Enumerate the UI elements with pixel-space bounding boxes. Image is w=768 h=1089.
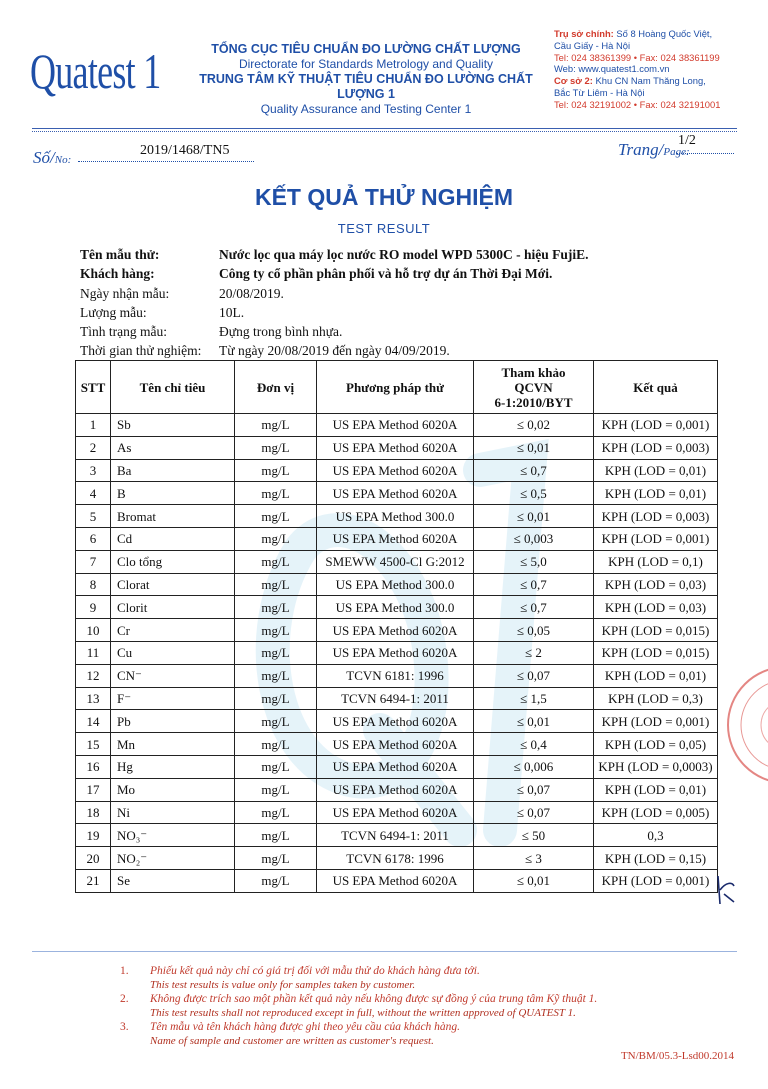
cell-unit: mg/L bbox=[235, 801, 317, 824]
quatest-logo: Quatest 1 bbox=[30, 43, 161, 99]
cell-result: KPH (LOD = 0,05) bbox=[594, 733, 718, 756]
quantity-label: Lượng mẫu: bbox=[80, 305, 147, 320]
cell-stt: 12 bbox=[76, 664, 111, 687]
cell-method: US EPA Method 6020A bbox=[317, 482, 474, 505]
cell-reference-limit: ≤ 0,07 bbox=[474, 801, 594, 824]
cell-reference-limit: ≤ 0,01 bbox=[474, 436, 594, 459]
cell-method: US EPA Method 6020A bbox=[317, 527, 474, 550]
org-name-vi: TỔNG CỤC TIÊU CHUẨN ĐO LƯỜNG CHẤT LƯỢNG bbox=[211, 42, 521, 56]
table-row bbox=[76, 459, 718, 482]
hq-address-2: Cầu Giấy - Hà Nội bbox=[554, 39, 631, 51]
cell-method: US EPA Method 6020A bbox=[317, 755, 474, 778]
cell-result: KPH (LOD = 0,001) bbox=[594, 869, 718, 892]
cell-reference-limit: ≤ 0,01 bbox=[474, 869, 594, 892]
cell-result: KPH (LOD = 0,015) bbox=[594, 641, 718, 664]
cell-stt: 14 bbox=[76, 710, 111, 733]
cell-result: KPH (LOD = 0,001) bbox=[594, 527, 718, 550]
cell-parameter: F⁻ bbox=[111, 687, 235, 710]
header-stt: STT bbox=[76, 361, 111, 414]
official-stamp bbox=[724, 660, 768, 790]
note-3: 3. Tên mẫu và tên khách hàng được ghi theo yêu cầu của khách hàng. Name of sample and customer are written as customer's request. bbox=[120, 1021, 461, 1047]
cell-method: US EPA Method 6020A bbox=[317, 710, 474, 733]
contact-block bbox=[554, 28, 768, 111]
cell-stt: 19 bbox=[76, 824, 111, 847]
cell-unit: mg/L bbox=[235, 664, 317, 687]
page-label: Trang/Page: bbox=[618, 140, 690, 159]
cell-reference-limit: ≤ 0,05 bbox=[474, 619, 594, 642]
table-row bbox=[76, 641, 718, 664]
cell-result: KPH (LOD = 0,003) bbox=[594, 505, 718, 528]
table-row bbox=[76, 573, 718, 596]
cell-unit: mg/L bbox=[235, 414, 317, 437]
cell-method: US EPA Method 6020A bbox=[317, 459, 474, 482]
table-row bbox=[76, 778, 718, 801]
cell-parameter: Mo bbox=[111, 778, 235, 801]
organization-block bbox=[180, 42, 552, 117]
header-unit: Đơn vị bbox=[235, 361, 317, 414]
note-1: 1. Phiếu kết quả này chỉ có giá trị đối với mẫu thử do khách hàng đưa tới. This test results is value only for samples taken by customer. bbox=[120, 965, 480, 991]
cell-parameter: B bbox=[111, 482, 235, 505]
cell-method: US EPA Method 300.0 bbox=[317, 596, 474, 619]
cell-reference-limit: ≤ 0,01 bbox=[474, 505, 594, 528]
cell-result: KPH (LOD = 0,01) bbox=[594, 482, 718, 505]
table-row bbox=[76, 824, 718, 847]
cell-parameter: Ni bbox=[111, 801, 235, 824]
cell-reference-limit: ≤ 0,07 bbox=[474, 778, 594, 801]
cell-result: KPH (LOD = 0,1) bbox=[594, 550, 718, 573]
condition: Đựng trong bình nhựa. bbox=[219, 324, 343, 339]
cell-unit: mg/L bbox=[235, 505, 317, 528]
table-row bbox=[76, 596, 718, 619]
form-code: TN/BM/05.3-Lsd00.2014 bbox=[620, 1050, 734, 1062]
cell-result: KPH (LOD = 0,01) bbox=[594, 664, 718, 687]
cell-method: US EPA Method 6020A bbox=[317, 801, 474, 824]
cell-stt: 13 bbox=[76, 687, 111, 710]
cell-stt: 5 bbox=[76, 505, 111, 528]
cell-stt: 10 bbox=[76, 619, 111, 642]
cell-method: US EPA Method 6020A bbox=[317, 436, 474, 459]
hq-phone: Tel: 024 38361399 • Fax: 024 38361199 bbox=[554, 51, 720, 63]
cell-reference-limit: ≤ 0,01 bbox=[474, 710, 594, 733]
table-row bbox=[76, 664, 718, 687]
cell-result: KPH (LOD = 0,01) bbox=[594, 778, 718, 801]
org-name-en: Directorate for Standards Metrology and Quality bbox=[238, 57, 494, 71]
signature-mark bbox=[714, 872, 738, 908]
header-divider-dotted bbox=[32, 131, 737, 132]
cell-method: US EPA Method 6020A bbox=[317, 414, 474, 437]
cell-parameter: Clorat bbox=[111, 573, 235, 596]
cell-method: TCVN 6494-1: 2011 bbox=[317, 824, 474, 847]
cell-unit: mg/L bbox=[235, 527, 317, 550]
doc-number-dots bbox=[78, 161, 254, 162]
customer: Công ty cổ phần phân phối và hỗ trợ dự án Thời Đại Mới. bbox=[219, 266, 553, 281]
cell-stt: 16 bbox=[76, 755, 111, 778]
cell-stt: 7 bbox=[76, 550, 111, 573]
table-row bbox=[76, 869, 718, 892]
cell-unit: mg/L bbox=[235, 573, 317, 596]
notes-block bbox=[120, 964, 740, 1048]
cell-method: US EPA Method 300.0 bbox=[317, 573, 474, 596]
cell-parameter: Mn bbox=[111, 733, 235, 756]
cell-parameter: Cr bbox=[111, 619, 235, 642]
cell-parameter: Sb bbox=[111, 414, 235, 437]
cell-parameter: NO₂⁻ bbox=[111, 847, 235, 870]
cell-reference-limit: ≤ 0,5 bbox=[474, 482, 594, 505]
cell-stt: 9 bbox=[76, 596, 111, 619]
header-divider bbox=[32, 128, 737, 129]
cell-parameter: Clorit bbox=[111, 596, 235, 619]
cell-unit: mg/L bbox=[235, 641, 317, 664]
cell-reference-limit: ≤ 0,07 bbox=[474, 664, 594, 687]
cell-unit: mg/L bbox=[235, 482, 317, 505]
cell-stt: 21 bbox=[76, 869, 111, 892]
header-reference: Tham khảo QCVN 6-1:2010/BYT bbox=[474, 361, 594, 414]
cell-method: US EPA Method 6020A bbox=[317, 641, 474, 664]
cell-result: KPH (LOD = 0,003) bbox=[594, 436, 718, 459]
table-header-row bbox=[76, 361, 718, 414]
cell-unit: mg/L bbox=[235, 755, 317, 778]
quantity: 10L. bbox=[219, 305, 245, 320]
cell-parameter: As bbox=[111, 436, 235, 459]
cell-unit: mg/L bbox=[235, 619, 317, 642]
sample-name-label: Tên mẫu thử: bbox=[80, 247, 160, 262]
doc-number: 2019/1468/TN5 bbox=[140, 143, 230, 158]
table-row bbox=[76, 687, 718, 710]
cell-result: 0,3 bbox=[594, 824, 718, 847]
cell-result: KPH (LOD = 0,015) bbox=[594, 619, 718, 642]
cell-unit: mg/L bbox=[235, 436, 317, 459]
cell-parameter: Se bbox=[111, 869, 235, 892]
cell-method: US EPA Method 300.0 bbox=[317, 505, 474, 528]
header-method: Phương pháp thử bbox=[317, 361, 474, 414]
cell-unit: mg/L bbox=[235, 550, 317, 573]
table-row bbox=[76, 527, 718, 550]
header-name: Tên chỉ tiêu bbox=[111, 361, 235, 414]
cell-result: KPH (LOD = 0,0003) bbox=[594, 755, 718, 778]
cell-parameter: CN⁻ bbox=[111, 664, 235, 687]
cell-method: US EPA Method 6020A bbox=[317, 619, 474, 642]
cell-parameter: Cd bbox=[111, 527, 235, 550]
table-row bbox=[76, 847, 718, 870]
cell-stt: 17 bbox=[76, 778, 111, 801]
table-row bbox=[76, 733, 718, 756]
hq-address-1: Số 8 Hoàng Quốc Việt, bbox=[616, 28, 713, 39]
table-row bbox=[76, 414, 718, 437]
table-row bbox=[76, 710, 718, 733]
cell-stt: 2 bbox=[76, 436, 111, 459]
cell-stt: 15 bbox=[76, 733, 111, 756]
cell-unit: mg/L bbox=[235, 847, 317, 870]
center-name-vi: TRUNG TÂM KỸ THUẬT TIÊU CHUẨN ĐO LƯỜNG CHẤT LƯỢNG 1 bbox=[199, 72, 533, 101]
results-table bbox=[75, 360, 718, 893]
table-row bbox=[76, 619, 718, 642]
table-row bbox=[76, 482, 718, 505]
cell-stt: 8 bbox=[76, 573, 111, 596]
cell-stt: 3 bbox=[76, 459, 111, 482]
header-result: Kết quả bbox=[594, 361, 718, 414]
cell-unit: mg/L bbox=[235, 824, 317, 847]
cell-reference-limit: ≤ 1,5 bbox=[474, 687, 594, 710]
test-period: Từ ngày 20/08/2019 đến ngày 04/09/2019. bbox=[219, 343, 450, 358]
table-row bbox=[76, 755, 718, 778]
cell-stt: 20 bbox=[76, 847, 111, 870]
website: Web: www.quatest1.com.vn bbox=[554, 63, 670, 75]
cell-reference-limit: ≤ 50 bbox=[474, 824, 594, 847]
cell-result: KPH (LOD = 0,3) bbox=[594, 687, 718, 710]
cell-parameter: Clo tổng bbox=[111, 550, 235, 573]
cell-parameter: Hg bbox=[111, 755, 235, 778]
cell-method: US EPA Method 6020A bbox=[317, 778, 474, 801]
cell-method: TCVN 6181: 1996 bbox=[317, 664, 474, 687]
cell-stt: 4 bbox=[76, 482, 111, 505]
cell-reference-limit: ≤ 2 bbox=[474, 641, 594, 664]
footer-divider bbox=[32, 951, 737, 952]
cell-parameter: NO₃⁻ bbox=[111, 824, 235, 847]
cell-unit: mg/L bbox=[235, 869, 317, 892]
cell-reference-limit: ≤ 0,7 bbox=[474, 596, 594, 619]
branch-label: Cơ sở 2: bbox=[554, 75, 593, 87]
customer-label: Khách hàng: bbox=[80, 266, 155, 281]
cell-method: TCVN 6494-1: 2011 bbox=[317, 687, 474, 710]
cell-result: KPH (LOD = 0,001) bbox=[594, 710, 718, 733]
received-date: 20/08/2019. bbox=[219, 286, 284, 301]
cell-reference-limit: ≤ 5,0 bbox=[474, 550, 594, 573]
sample-name: Nước lọc qua máy lọc nước RO model WPD 5300C - hiệu FujiE. bbox=[219, 247, 589, 262]
cell-stt: 1 bbox=[76, 414, 111, 437]
cell-method: TCVN 6178: 1996 bbox=[317, 847, 474, 870]
cell-unit: mg/L bbox=[235, 733, 317, 756]
cell-result: KPH (LOD = 0,03) bbox=[594, 573, 718, 596]
cell-reference-limit: ≤ 0,7 bbox=[474, 573, 594, 596]
test-period-label: Thời gian thử nghiệm: bbox=[80, 343, 202, 358]
cell-unit: mg/L bbox=[235, 710, 317, 733]
received-date-label: Ngày nhận mẫu: bbox=[80, 286, 170, 301]
cell-reference-limit: ≤ 0,02 bbox=[474, 414, 594, 437]
cell-parameter: Bromat bbox=[111, 505, 235, 528]
cell-reference-limit: ≤ 3 bbox=[474, 847, 594, 870]
cell-unit: mg/L bbox=[235, 778, 317, 801]
cell-stt: 6 bbox=[76, 527, 111, 550]
cell-reference-limit: ≤ 0,003 bbox=[474, 527, 594, 550]
branch-address-2: Bắc Từ Liêm - Hà Nội bbox=[554, 86, 645, 98]
cell-method: US EPA Method 6020A bbox=[317, 869, 474, 892]
center-name-en: Quality Assurance and Testing Center 1 bbox=[260, 102, 472, 116]
cell-method: US EPA Method 6020A bbox=[317, 733, 474, 756]
table-row bbox=[76, 505, 718, 528]
cell-reference-limit: ≤ 0,4 bbox=[474, 733, 594, 756]
cell-parameter: Pb bbox=[111, 710, 235, 733]
cell-reference-limit: ≤ 0,7 bbox=[474, 459, 594, 482]
page-number: 1/2 bbox=[678, 133, 696, 148]
cell-unit: mg/L bbox=[235, 687, 317, 710]
cell-result: KPH (LOD = 0,01) bbox=[594, 459, 718, 482]
table-row bbox=[76, 436, 718, 459]
cell-reference-limit: ≤ 0,006 bbox=[474, 755, 594, 778]
cell-result: KPH (LOD = 0,001) bbox=[594, 414, 718, 437]
condition-label: Tình trạng mẫu: bbox=[80, 324, 167, 339]
branch-address-1: Khu CN Nam Thăng Long, bbox=[595, 75, 706, 87]
cell-stt: 11 bbox=[76, 641, 111, 664]
cell-parameter: Cu bbox=[111, 641, 235, 664]
cell-unit: mg/L bbox=[235, 459, 317, 482]
page-title: KẾT QUẢ THỬ NGHIỆM bbox=[254, 184, 514, 210]
cell-result: KPH (LOD = 0,15) bbox=[594, 847, 718, 870]
page-dots bbox=[676, 153, 734, 154]
cell-result: KPH (LOD = 0,005) bbox=[594, 801, 718, 824]
doc-number-label: Số/No: bbox=[33, 148, 72, 167]
note-2: 2. Không được trích sao một phần kết quả này nếu không được sự đồng ý của trung tâm Kỹ thuật 1. This test results shall not reproduced except in full, without the written approved of QUATEST 1. bbox=[120, 993, 598, 1019]
table-row bbox=[76, 801, 718, 824]
cell-result: KPH (LOD = 0,03) bbox=[594, 596, 718, 619]
branch-phone: Tel: 024 32191002 • Fax: 024 32191001 bbox=[554, 98, 721, 110]
cell-parameter: Ba bbox=[111, 459, 235, 482]
hq-label: Trụ sở chính: bbox=[554, 28, 614, 39]
page-subtitle: TEST RESULT bbox=[337, 221, 431, 236]
cell-unit: mg/L bbox=[235, 596, 317, 619]
cell-stt: 18 bbox=[76, 801, 111, 824]
cell-method: SMEWW 4500-Cl G:2012 bbox=[317, 550, 474, 573]
table-row bbox=[76, 550, 718, 573]
